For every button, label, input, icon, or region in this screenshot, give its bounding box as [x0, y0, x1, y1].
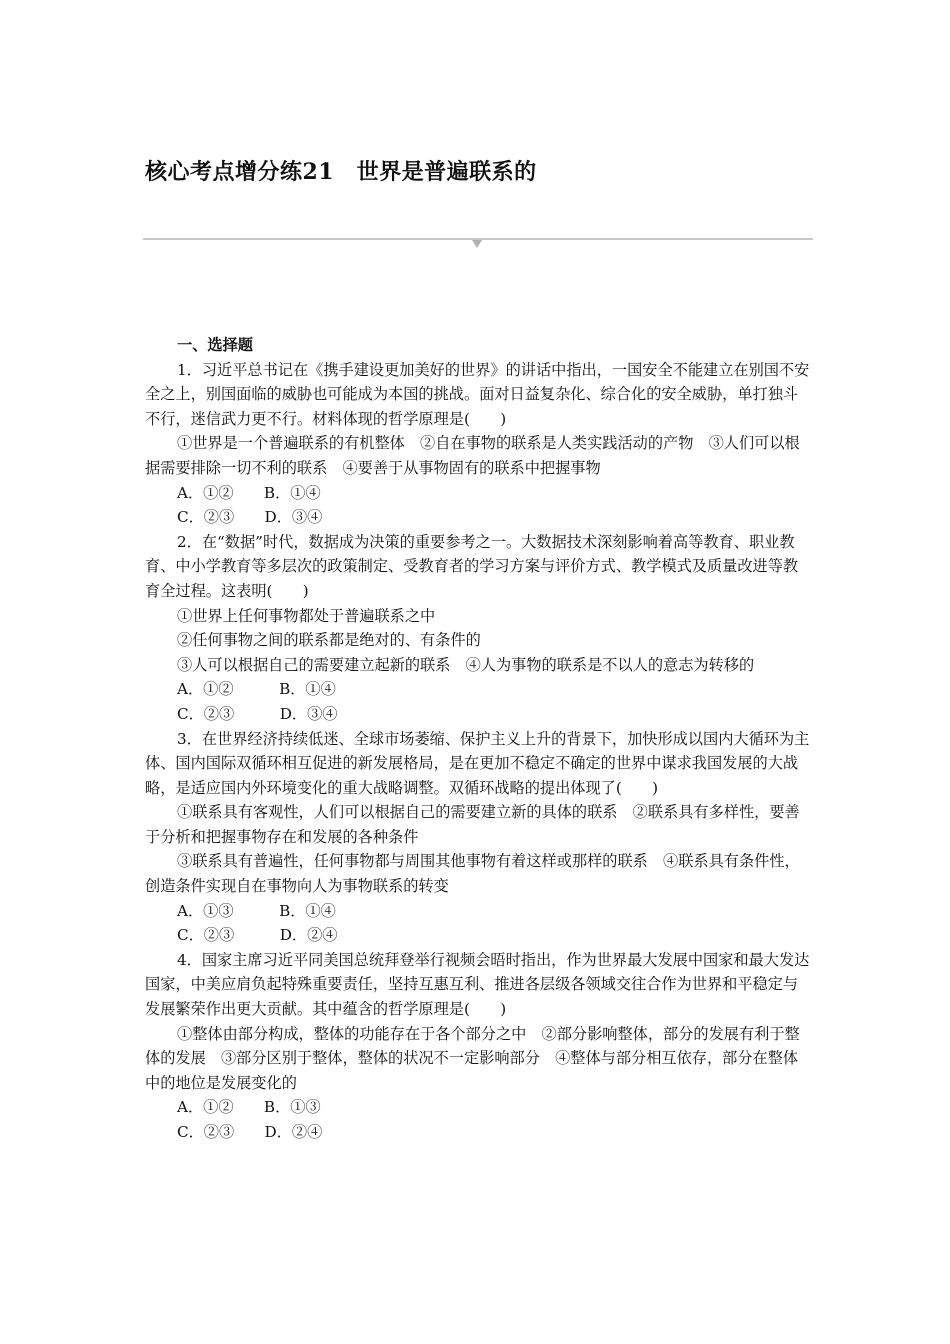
question-statement: ①世界上任何事物都处于普遍联系之中 — [177, 606, 436, 625]
answer-options: A．①③ B．①④ — [177, 901, 336, 920]
question-content — [145, 333, 810, 1145]
question-statement: ①整体由部分构成，整体的功能存在于各个部分之中 ②部分影响整体，部分的发展有利于整体的发展 ③部分区别于整体，整体的状况不一定影响部分 ④整体与部分相互依存，部分在整体中的地位是发展变化的 — [145, 1024, 800, 1092]
answer-options: A．①② B．①③ — [177, 1098, 321, 1117]
question-statement: ③人可以根据自己的需要建立起新的联系 ④人为事物的联系是不以人的意志为转移的 — [177, 655, 755, 674]
answer-options: C．②③ D．②④ — [177, 1123, 323, 1141]
answer-options: A．①② B．①④ — [177, 680, 336, 699]
question-stem: 2．在“数据”时代，数据成为决策的重要参考之一。大数据技术深刻影响着高等教育、职业教育、中小学教育等多层次的政策制定、受教育者的学习方案与评价方式、教学模式及质量改进等教育全过程。这表明( ) — [145, 532, 799, 600]
answer-options: C．②③ D．③④ — [177, 704, 338, 723]
answer-options: C．②③ D．②④ — [177, 926, 338, 945]
question-statement: ①联系具有客观性，人们可以根据自己的需要建立新的具体的联系 ②联系具有多样性，要善于分析和把握事物存在和发展的各种条件 — [145, 803, 800, 846]
answer-options: A．①② B．①④ — [177, 483, 321, 502]
question-statement: ①世界是一个普遍联系的有机整体 ②自在事物的联系是人类实践活动的产物 ③人们可以根据需要排除一切不利的联系 ④要善于从事物固有的联系中把握事物 — [145, 434, 800, 477]
divider-arrow-icon — [472, 240, 482, 248]
question-stem: 1．习近平总书记在《携手建设更加美好的世界》的讲话中指出，一国安全不能建立在别国不安全之上，别国面临的威胁也可能成为本国的挑战。面对日益复杂化、综合化的安全威胁，单打独斗不行，迷信武力更不行。材料体现的哲学原理是( ) — [145, 360, 810, 428]
section-heading: 一、选择题 — [177, 336, 253, 354]
question-stem: 3．在世界经济持续低迷、全球市场萎缩、保护主义上升的背景下，加快形成以国内大循环为主体、国内国际双循环相互促进的新发展格局，是在更加不稳定不确定的世界中谋求我国发展的大战略，是适应国内外环境变化的重大战略调整。双循环战略的提出体现了( ) — [145, 729, 810, 797]
question-statement: ②任何事物之间的联系都是绝对的、有条件的 — [177, 631, 481, 650]
question-stem: 4．国家主席习近平同美国总统拜登举行视频会晤时指出，作为世界最大发展中国家和最大发达国家，中美应肩负起特殊重要责任，坚持互惠互利、推进各层级各领域交往合作为世界和平稳定与发展繁荣作出更大贡献。其中蕴含的哲学原理是( ) — [145, 950, 810, 1019]
question-statement: ③联系具有普遍性，任何事物都与周围其他事物有着这样或那样的联系 ④联系具有条件性，创造条件实现自在事物向人为事物联系的转变 — [145, 852, 800, 896]
answer-options: C．②③ D．③④ — [177, 508, 323, 527]
page-title: 核心考点增分练21 世界是普遍联系的 — [145, 159, 537, 185]
